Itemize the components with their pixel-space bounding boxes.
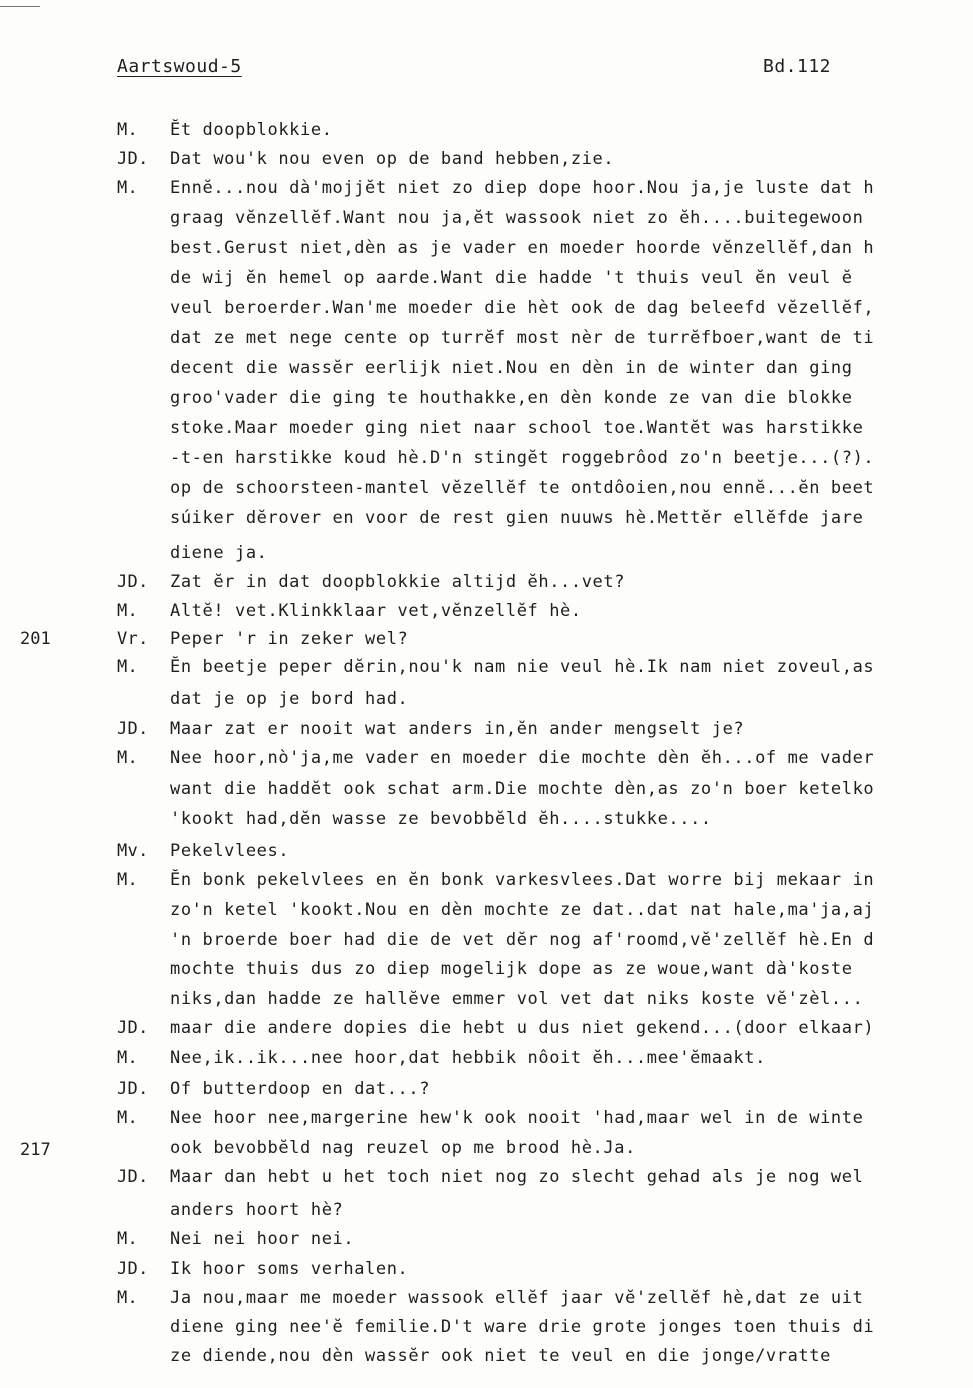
transcript-line: Altĕ! vet.Klinkklaar vet,vĕnzellĕf hè. [170, 601, 582, 621]
speaker-label: Mv. [117, 841, 149, 861]
transcript-line: Ĕn beetje peper dĕrin,nou'k nam nie veul hè.Ik nam niet zoveul,as [170, 657, 875, 677]
speaker-label: M. [117, 748, 139, 768]
transcript-line: ze diende,nou dèn wassĕr ook niet te veul en die jonge/vratte [170, 1346, 831, 1366]
transcript-line: 'kookt had,dĕn wasse ze bevobbĕld ĕh....stukke.... [170, 809, 712, 829]
transcript-line: op de schoorsteen-mantel vĕzellĕf te ontdôoien,nou ennĕ...ĕn beet [170, 478, 875, 498]
speaker-label: JD. [117, 1018, 149, 1038]
transcript-line: Nei nei hoor nei. [170, 1229, 355, 1249]
transcript-line: diene ging nee'ĕ femilie.D't ware drie grote jonges toen thuis di [170, 1317, 875, 1337]
transcript-line: niks,dan hadde ze hallĕve emmer vol vet dat niks koste vĕ'zèl... [170, 989, 864, 1009]
transcript-line: ook bevobbĕld nag reuzel op me brood hè.Ja. [170, 1138, 636, 1158]
speaker-label: M. [117, 1048, 139, 1068]
transcript-line: best.Gerust niet,dèn as je vader en moeder hoorde vĕnzellĕf,dan h [170, 238, 875, 258]
speaker-label: M. [117, 1229, 139, 1249]
transcript-line: decent die wassĕr eerlijk niet.Nou en dèn in de winter dan ging [170, 358, 853, 378]
transcript-line: diene ja. [170, 543, 268, 563]
page-number: Bd.112 [763, 56, 832, 77]
transcript-line: Nee hoor nee,margerine hew'k ook nooit 'had,maar wel in de winte [170, 1108, 864, 1128]
transcript-line: Nee,ik..ik...nee hoor,dat hebbik nôoit ĕh...mee'ĕmaakt. [170, 1048, 766, 1068]
transcript-line: graag vĕnzellĕf.Want nou ja,ĕt wassook niet zo ĕh....buitegewoon [170, 208, 864, 228]
transcript-line: Pekelvlees. [170, 841, 290, 861]
speaker-label: M. [117, 120, 139, 140]
transcript-line: stoke.Maar moeder ging niet naar school toe.Wantĕt was harstikke [170, 418, 864, 438]
transcript-line: Zat ĕr in dat doopblokkie altijd ĕh...vet? [170, 572, 626, 592]
speaker-label: JD. [117, 1259, 149, 1279]
transcript-line: súiker dĕrover en voor de rest gien nuuws hè.Mettĕr ellĕfde jare [170, 508, 864, 528]
speaker-label: M. [117, 870, 139, 890]
transcript-line: Maar zat er nooit wat anders in,ĕn ander mengselt je? [170, 719, 745, 739]
document-title: Aartswoud-5 [117, 56, 242, 77]
speaker-label: M. [117, 657, 139, 677]
speaker-label: JD. [117, 572, 149, 592]
transcript-line: Ja nou,maar me moeder wassook ellĕf jaar vĕ'zellĕf hè,dat ze uit [170, 1288, 864, 1308]
transcript-line: de wij ĕn hemel op aarde.Want die hadde 't thuis veul ĕn veul ĕ [170, 268, 853, 288]
speaker-label: JD. [117, 149, 149, 169]
transcript-line: maar die andere dopies die hebt u dus niet gekend...(door elkaar) [170, 1018, 875, 1038]
transcript-line: -t-en harstikke koud hè.D'n stingĕt roggebrôod zo'n beetje...(?). [170, 448, 875, 468]
transcript-line: Maar dan hebt u het toch niet nog zo slecht gehad als je nog wel [170, 1167, 864, 1187]
speaker-label: M. [117, 1288, 139, 1308]
transcript-line: Ik hoor soms verhalen. [170, 1259, 409, 1279]
speaker-label: Vr. [117, 629, 149, 649]
transcript-line: want die haddĕt ook schat arm.Die mochte dèn,as zo'n boer ketelko [170, 779, 875, 799]
speaker-label: M. [117, 601, 139, 621]
page-corner-mark [0, 6, 40, 7]
transcript-line: zo'n ketel 'kookt.Nou en dèn mochte ze dat..dat nat hale,ma'ja,aj [170, 900, 875, 920]
transcript-line: dat je op je bord had. [170, 689, 409, 709]
margin-line-number: 201 [20, 629, 51, 649]
transcript-line: anders hoort hè? [170, 1200, 344, 1220]
margin-line-number: 217 [20, 1140, 51, 1160]
transcript-line: mochte thuis dus zo diep mogelijk dope as ze woue,want dà'koste [170, 959, 853, 979]
transcript-line: Ĕn bonk pekelvlees en ĕn bonk varkesvlees.Dat worre bij mekaar in [170, 870, 875, 890]
transcript-line: Ennĕ...nou dà'mojjĕt niet zo diep dope hoor.Nou ja,je luste dat h [170, 178, 875, 198]
speaker-label: M. [117, 178, 139, 198]
speaker-label: JD. [117, 1167, 149, 1187]
transcript-line: 'n broerde boer had die de vet dĕr nog af'roomd,vĕ'zellĕf hè.En d [170, 930, 875, 950]
transcript-line: veul beroerder.Wan'me moeder die hèt ook de dag beleefd vĕzellĕf, [170, 298, 875, 318]
transcript-line: Of butterdoop en dat...? [170, 1079, 431, 1099]
transcript-line: Dat wou'k nou even op de band hebben,zie. [170, 149, 615, 169]
transcript-line: Nee hoor,nò'ja,me vader en moeder die mochte dèn ĕh...of me vader [170, 748, 875, 768]
speaker-label: JD. [117, 719, 149, 739]
transcript-line: dat ze met nege cente op turrĕf most nèr de turrĕfboer,want de ti [170, 328, 875, 348]
speaker-label: JD. [117, 1079, 149, 1099]
transcript-line: Ĕt doopblokkie. [170, 120, 333, 140]
transcript-line: Peper 'r in zeker wel? [170, 629, 409, 649]
speaker-label: M. [117, 1108, 139, 1128]
transcript-line: groo'vader die ging te houthakke,en dèn konde ze van die blokke [170, 388, 853, 408]
